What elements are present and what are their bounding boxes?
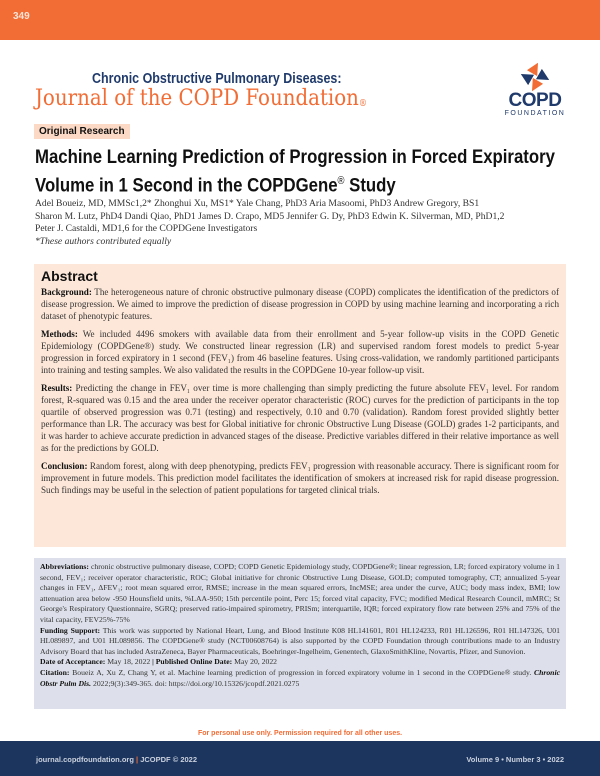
section-label: Results: <box>41 383 73 393</box>
abbrev-text: chronic obstructive pulmonary disease, COPD; COPD Genetic Epidemiology study, COPDGene®; linear regression, LR; forced expiratory volume in 1 second, FEV₁; receiver operator characteristic, ROC; Global initiative for chronic Obstructive Lung Disease, GOLD; computed tomography, CT; annualized 5-year changes in FEV₁, ΔFEV₁; root mean squared error, RMSE; increase in the mean squared errors, IncMSE; area under the curve, AUC; body mass index, BMI; low attenuation area below -950 Hounsfield units, %LAA-950; 15th percentile point, Perc 15; forced vital capacity, FVC; modified Medical Research Council, mMRC; St George's Respiratory Questionnaire, SGRQ; preserved ratio-impaired spirometry, PRISm; interquartile, IQR; forced expiratory flow rate between 25% and 75% of the vital capacity, FEV25%-75% <box>40 562 560 624</box>
acceptance-date: May 18, 2022 <box>105 657 153 667</box>
published-date: May 20, 2022 <box>232 657 278 667</box>
author-list <box>35 198 575 248</box>
pinwheel-icon <box>520 62 550 92</box>
abstract-results <box>41 382 559 454</box>
article-title <box>35 145 573 198</box>
section-text: The heterogeneous nature of chronic obstructive pulmonary disease (COPD) complicates the identification of the predictors of disease progression. We aimed to improve the prediction of disease progression in COPD by using machine learning and incorporating a rich dataset of phenotypic features. <box>41 287 559 321</box>
citation-text: Boueiz A, Xu Z, Chang Y, et al. Machine learning prediction of progression in forced expiratory volume in 1 second in the COPDGene® study. <box>69 667 534 677</box>
funding-text: This work was supported by National Heart, Lung, and Blood Institute K08 HL141601, R01 HL124233, R01 HL126596, R01 HL147326, U01 HL089897, and U01 HL089856. The COPDGene® study (NCT00608764) is also supported by the COPD Foundation through contributions made to an Industry Advisory Board that has included AstraZeneca, Bayer Pharmaceuticals, Boehringer-Ingelheim, Genentech, GlaxoSmithKline, Novartis, Pfizer, and Sunovion. <box>40 625 560 656</box>
article-type-tag: Original Research <box>34 124 130 139</box>
citation-journal: Chronic Obstr Pulm Dis. <box>40 667 560 688</box>
abstract-heading: Abstract <box>41 268 98 284</box>
logo-word: COPD <box>508 90 562 111</box>
abbreviations <box>40 562 560 626</box>
abstract-conclusion <box>41 460 559 496</box>
section-text: We included 4496 smokers with available data from their enrollment and 5-year follow-up visits in the COPD Genetic Epidemiology (COPDGene®) study. We constructed linear regression (LR) and supervised random forest models to predict 5-year progression in forced expiratory in 1 second (FEV₁) from 46 baseline features. Using cross-validation, we randomly partitioned participants into training and testing samples. We also validated the results in the COPDGene 10-year follow-up visit. <box>41 329 559 375</box>
abstract-methods <box>41 328 559 376</box>
published-label: Published Online Date: <box>153 657 233 667</box>
title-registered: ® <box>337 175 345 187</box>
citation-label: Citation: <box>40 667 70 677</box>
section-label: Methods: <box>41 329 78 339</box>
journal-title-text: Journal of the COPD Foundation <box>35 86 359 111</box>
abstract-box <box>34 264 566 547</box>
top-bar <box>0 0 600 40</box>
author-line: Peter J. Castaldi, MD1,6 for the COPDGene Investigators <box>35 223 258 234</box>
footer-bar <box>0 741 600 776</box>
funding <box>40 626 560 658</box>
section-text: Predicting the change in FEV₁ over time is more challenging than simply predicting the future absolute FEV₁ level. For random forest, R-squared was 0.15 and the area under the receiver operator characteristic (ROC) curves for the prediction of participants in the top quartile of observed progression was 0.71 (testing) and respectively, 0.10 and 0.70 (validation). Random forest provided slightly better performance than LR. The accuracy was best for Global initiative for chronic Obstructive Lung Disease (GOLD) grades 1-2 participants, and it was harder to achieve accurate prediction in advanced stages of the disease. Predictive variables differed in their relative importance as well as for the predictions by GOLD. <box>41 383 559 453</box>
divider: | <box>152 657 154 667</box>
journal-link[interactable]: journal.copdfoundation.org <box>36 755 134 764</box>
acceptance-label: Date of Acceptance: <box>40 657 106 667</box>
citation-doi[interactable]: 2022;9(3):349-365. doi: https://doi.org/10.15326/jcopdf.2021.0275 <box>91 678 300 688</box>
abstract-background <box>41 286 559 322</box>
footer-left <box>36 755 197 764</box>
copd-foundation-logo <box>496 62 574 122</box>
copyright: JCOPDF © 2022 <box>140 755 198 764</box>
logo-sub: FOUNDATION <box>504 110 566 117</box>
author-note: *These authors contributed equally <box>35 235 172 247</box>
journal-subtitle: Chronic Obstructive Pulmonary Diseases: <box>92 71 342 87</box>
dates <box>40 657 560 668</box>
page-number: 349 <box>13 11 30 22</box>
issue-info: Volume 9 • Number 3 • 2022 <box>466 755 564 764</box>
article-info-box <box>34 558 566 709</box>
section-label: Conclusion: <box>41 461 88 471</box>
footer-separator: | <box>136 755 139 764</box>
usage-notice: For personal use only. Permission required for all other uses. <box>197 730 403 737</box>
journal-title <box>35 86 367 111</box>
section-label: Background: <box>41 287 92 297</box>
section-text: Random forest, along with deep phenotyping, predicts FEV₁ progression with reasonable accuracy. There is significant room for improvement in future models. This prediction model facilitates the identification of smokers at increased risk for rapid disease progression. Such findings may be useful in the selection of patient populations for targeted clinical trials. <box>41 461 559 495</box>
author-line: Adel Boueiz, MD, MMSc1,2* Zhonghui Xu, MS1* Yale Chang, PhD3 Aria Masoomi, PhD3 Andrew Gregory, BS1 <box>35 198 480 209</box>
registered-mark: ® <box>358 99 368 109</box>
citation <box>40 668 560 689</box>
abbrev-label: Abbreviations: <box>40 562 89 571</box>
title-end: Study <box>344 174 396 197</box>
funding-label: Funding Support: <box>40 625 101 635</box>
author-line: Sharon M. Lutz, PhD4 Dandi Qiao, PhD1 James D. Crapo, MD5 Jennifer G. Dy, PhD3 Edwin K. Silverman, MD, PhD1,2 <box>35 210 505 222</box>
title-text: Machine Learning Prediction of Progression in Forced Expiratory Volume in 1 Second in the COPDGene <box>35 146 555 197</box>
